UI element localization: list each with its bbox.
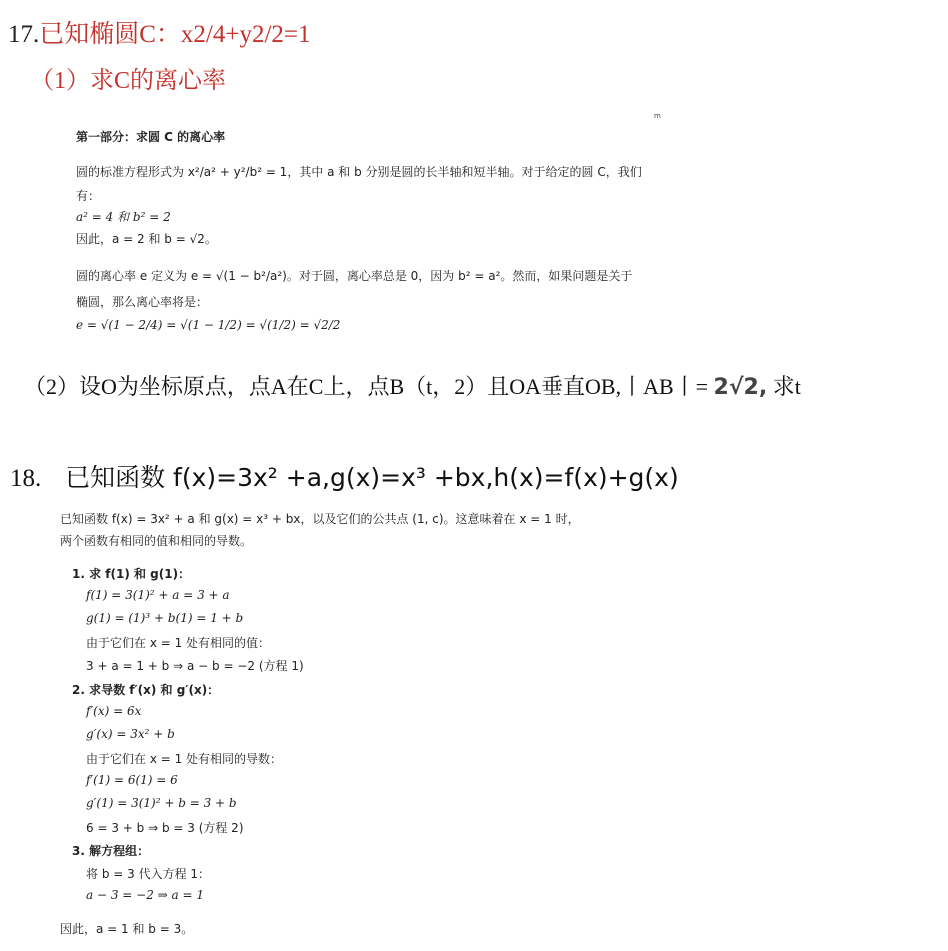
p18-step1-b: g(1) = (1)³ + b(1) = 1 + b (86, 611, 244, 625)
p18-step1-d: 3 + a = 1 + b ⇒ a − b = −2 (方程 1) (86, 659, 304, 673)
p18-step2-f: 6 = 3 + b ⇒ b = 3 (方程 2) (86, 821, 244, 835)
solution-line-4: 因此，a = 2 和 b = √2。 (76, 232, 217, 246)
p18-step2-b: g′(x) = 3x² + b (86, 727, 175, 741)
p18-step2-c: 由于它们在 x = 1 处有相同的导数： (86, 752, 283, 766)
problem-17-part2-tail: 求t (772, 374, 801, 399)
p18-step3-b: a − 3 = −2 ⇒ a = 1 (86, 888, 205, 902)
p18-step1-heading: 1. 求 f(1) 和 g(1)： (72, 567, 191, 581)
p18-step2-a: f′(x) = 6x (86, 704, 142, 718)
p18-step3-a: 将 b = 3 代入方程 1： (86, 867, 211, 881)
solution-line-3: a² = 4 和 b² = 2 (76, 210, 171, 224)
solution-line-5: 圆的离心率 e 定义为 e = √(1 − b²/a²)。对于圆，离心率总是 0，因为 b² = a²。然而，如果问题是关于 (76, 269, 633, 283)
solution-heading: 第一部分：求圆 C 的离心率 (76, 130, 226, 144)
solution-line-1: 圆的标准方程形式为 x²/a² + y²/b² = 1，其中 a 和 b 分别是圆的长半轴和短半轴。对于给定的圆 C，我们 (76, 165, 642, 179)
problem-18-title (10, 458, 679, 494)
problem-18-title-text: 已知函数 f(x)=3x² +a,g(x)=x³ +bx,h(x)=f(x)+g(x) (65, 463, 679, 492)
p18-step2-d: f′(1) = 6(1) = 6 (86, 773, 178, 787)
solution-line-2: 有： (76, 189, 101, 203)
p18-step2-e: g′(1) = 3(1)² + b = 3 + b (86, 796, 237, 810)
problem-17-number: 17. (8, 21, 40, 48)
problem-18-number: 18. (10, 465, 42, 492)
solution-line-7: e = √(1 − 2/4) = √(1 − 1/2) = √(1/2) = √2/2 (76, 318, 341, 332)
p18-conclusion: 因此，a = 1 和 b = 3。 (60, 922, 194, 936)
problem-17-title (8, 14, 311, 50)
corner-mark: m (654, 112, 661, 120)
problem-17-part2-text: （2）设O为坐标原点，点A在C上，点B（t，2）且OA垂直OB,丨AB丨= (24, 374, 709, 399)
p18-intro-1: 已知函数 f(x) = 3x² + a 和 g(x) = x³ + bx，以及它们的公共点 (1, c)。这意味着在 x = 1 时， (60, 512, 580, 526)
problem-17-part2 (24, 370, 801, 401)
p18-step2-heading: 2. 求导数 f′(x) 和 g′(x)： (72, 683, 220, 697)
problem-17-title-text: 已知椭圆C：x2/4+y2/2=1 (39, 21, 311, 48)
problem-17-part2-value: 2√2, (713, 375, 768, 400)
p18-step1-c: 由于它们在 x = 1 处有相同的值： (86, 636, 271, 650)
problem-17-part1: （1）求C的离心率 (30, 68, 227, 94)
p18-intro-2: 两个函数有相同的值和相同的导数。 (60, 534, 253, 548)
p18-step3-heading: 3. 解方程组： (72, 844, 150, 858)
p18-step1-a: f(1) = 3(1)² + a = 3 + a (86, 588, 230, 602)
solution-line-6: 椭圆，那么离心率将是： (76, 295, 209, 309)
